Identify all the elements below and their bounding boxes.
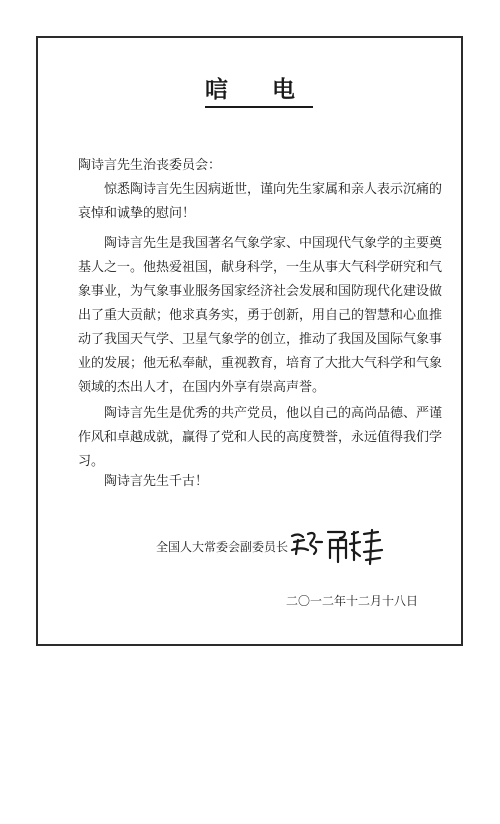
salutation: 陶诗言先生治丧委员会：	[78, 158, 222, 173]
paragraph-line: 领域的杰出人才，在国内外享有崇高声誉。	[78, 380, 326, 395]
closing-text: 陶诗言先生千古！	[104, 474, 209, 489]
paragraph-line: 象事业，为气象事业服务国家经济社会发展和国防现代化建设做	[78, 284, 443, 299]
handwritten-signature	[286, 520, 386, 570]
paragraph-line: 基人之一。他热爱祖国，献身科学，一生从事大气科学研究和气	[78, 260, 443, 275]
document-title	[0, 76, 500, 108]
paragraph-line: 业的发展；他无私奉献，重视教育，培育了大批大气科学和气象	[78, 356, 443, 371]
paragraph-condolence	[78, 178, 443, 226]
paragraph-line: 哀悼和诚挚的慰问！	[78, 206, 196, 221]
paragraph-line: 习。	[78, 454, 105, 469]
closing-line	[78, 470, 418, 494]
signer-title: 全国人大常委会副委员长	[156, 540, 289, 554]
paragraph-character	[78, 402, 443, 474]
paragraph-line: 陶诗言先生是我国著名气象学家、中国现代气象学的主要奠	[104, 236, 443, 251]
paragraph-achievements	[78, 232, 443, 400]
paragraph-line: 惊悉陶诗言先生因病逝世，谨向先生家属和亲人表示沉痛的	[104, 182, 443, 197]
paragraph-line: 陶诗言先生是优秀的共产党员，他以自己的高尚品德、严谨	[104, 406, 443, 421]
paragraph-line: 出了重大贡献；他求真务实，勇于创新，用自己的智慧和心血推	[78, 308, 443, 323]
paragraph-line: 动了我国天气学、卫星气象学的创立，推动了我国及国际气象事	[78, 332, 443, 347]
paragraph-line: 作风和卓越成就，赢得了党和人民的高度赞誉，永远值得我们学	[78, 430, 443, 445]
document-date: 二〇一二年十二月十八日	[286, 594, 419, 608]
title-text: 唁 电	[205, 76, 313, 108]
